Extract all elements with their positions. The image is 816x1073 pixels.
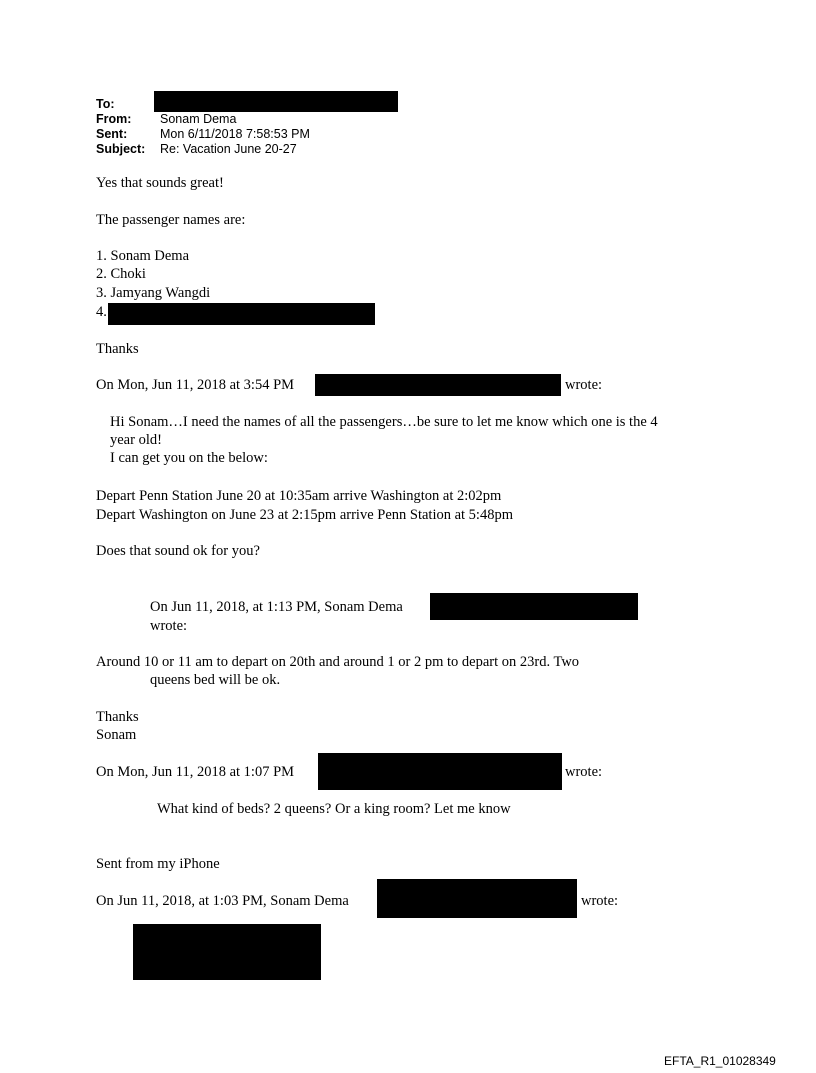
body-line: Sent from my iPhone — [96, 856, 220, 872]
body-line: Does that sound ok for you? — [96, 543, 260, 559]
quoted-line: year old! — [110, 432, 162, 448]
body-line: Thanks — [96, 341, 139, 357]
quote-header: On Mon, Jun 11, 2018 at 3:54 PM — [96, 377, 295, 393]
quote-header: On Jun 11, 2018, at 1:13 PM, Sonam Dema — [150, 599, 403, 615]
to-label: To: — [96, 97, 115, 111]
quoted-line: Around 10 or 11 am to depart on 20th and around 1 or 2 pm to depart on 23rd. Two — [96, 654, 580, 670]
quote-header: On Jun 11, 2018, at 1:03 PM, Sonam Dema — [96, 893, 349, 909]
redaction-box — [430, 593, 638, 620]
redaction-box — [377, 879, 577, 918]
quoted-line: What kind of beds? 2 queens? Or a king room? Let me know — [157, 801, 511, 817]
document-id: EFTA_R1_01028349 — [664, 1054, 776, 1068]
itinerary-line: Depart Washington on June 23 at 2:15pm arrive Penn Station at 5:48pm — [96, 507, 513, 523]
redaction-box — [154, 91, 398, 112]
quoted-line: Hi Sonam…I need the names of all the passengers…be sure to let me know which one is the 4 — [110, 414, 658, 430]
subject-label: Subject: — [96, 142, 146, 156]
redaction-box — [133, 924, 321, 980]
body-line: Yes that sounds great! — [96, 175, 224, 191]
quote-header-wrote: wrote: — [581, 893, 619, 909]
itinerary-line: Depart Penn Station June 20 at 10:35am arrive Washington at 2:02pm — [96, 488, 502, 504]
passenger-item: 1. Sonam Dema — [96, 248, 190, 264]
sent-label: Sent: — [96, 127, 128, 141]
quote-header-wrote: wrote: — [150, 618, 188, 634]
passenger-item: 4. — [96, 304, 107, 320]
redaction-box — [315, 374, 561, 396]
signature: Sonam — [96, 727, 137, 743]
sent-value: Mon 6/11/2018 7:58:53 PM — [160, 127, 310, 141]
quoted-line: I can get you on the below: — [110, 450, 268, 466]
from-label: From: — [96, 112, 132, 126]
passenger-item: 2. Choki — [96, 266, 146, 282]
redaction-box — [108, 303, 375, 325]
subject-value: Re: Vacation June 20-27 — [160, 142, 297, 156]
from-value: Sonam Dema — [160, 112, 237, 126]
passenger-item: 3. Jamyang Wangdi — [96, 285, 211, 301]
redaction-box — [318, 753, 562, 790]
quote-header-wrote: wrote: — [565, 377, 603, 393]
quote-header-wrote: wrote: — [565, 764, 603, 780]
quoted-line: queens bed will be ok. — [150, 672, 281, 688]
quote-header: On Mon, Jun 11, 2018 at 1:07 PM — [96, 764, 295, 780]
body-line: Thanks — [96, 709, 139, 725]
body-line: The passenger names are: — [96, 212, 246, 228]
